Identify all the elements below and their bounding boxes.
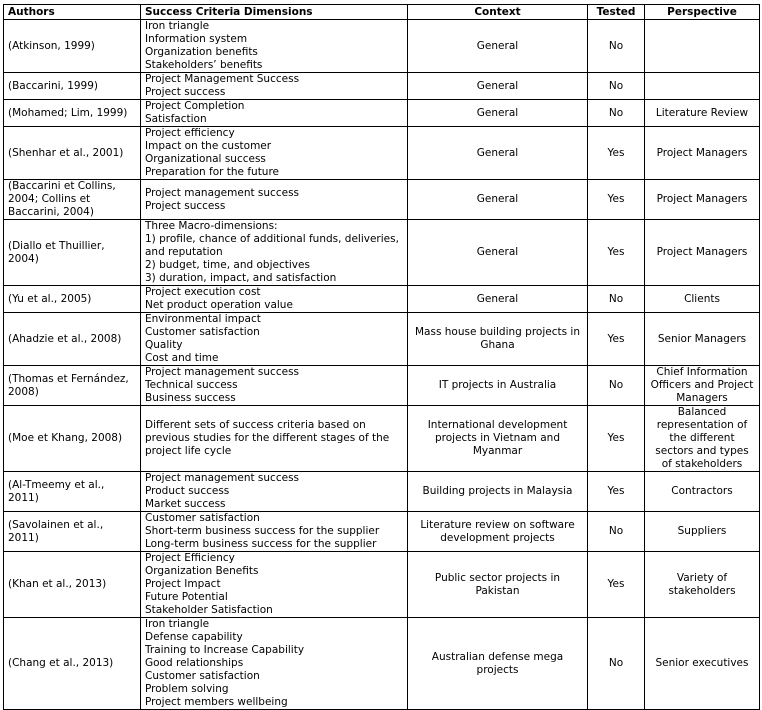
perspective-cell: Project Managers (645, 127, 760, 180)
header-context: Context (408, 5, 588, 20)
authors-cell: (Khan et al., 2013) (4, 552, 141, 618)
authors-cell: (Mohamed; Lim, 1999) (4, 100, 141, 127)
authors-cell: (Atkinson, 1999) (4, 20, 141, 73)
perspective-cell: Balanced representation of the different sectors and types of stakeholders (645, 406, 760, 472)
criterion-item: Stakeholder Satisfaction (145, 604, 273, 616)
criteria-cell (141, 73, 408, 100)
criterion-item: Future Potential (145, 591, 228, 603)
perspective-cell: Clients (645, 286, 760, 313)
perspective-cell: Senior Managers (645, 313, 760, 366)
criterion-item: Environmental impact (145, 313, 261, 325)
context-cell: IT projects in Australia (408, 366, 588, 406)
criterion-item: Stakeholders’ benefits (145, 59, 263, 71)
criterion-item: Organization Benefits (145, 565, 259, 577)
criterion-item: Project management success (145, 472, 300, 484)
context-cell: General (408, 180, 588, 220)
criterion-item: Three Macro-dimensions: (145, 220, 278, 232)
perspective-cell: Senior executives (645, 618, 760, 710)
criteria-cell (141, 618, 408, 710)
criterion-item: Project management success (145, 366, 300, 378)
authors-cell: (Baccarini, 1999) (4, 73, 141, 100)
criterion-item: and reputation (145, 246, 223, 258)
criterion-item: Product success (145, 485, 230, 497)
literature-review-table (3, 4, 760, 710)
criterion-item: Project Management Success (145, 73, 300, 85)
perspective-cell (645, 73, 760, 100)
tested-cell: Yes (588, 406, 645, 472)
table-row (4, 286, 760, 313)
criteria-cell (141, 127, 408, 180)
header-perspective: Perspective (645, 5, 760, 20)
tested-cell: Yes (588, 127, 645, 180)
context-cell: General (408, 100, 588, 127)
criterion-item: Good relationships (145, 657, 244, 669)
criterion-item: Project success (145, 86, 226, 98)
criterion-item: Business success (145, 392, 236, 404)
criterion-item: Customer satisfaction (145, 326, 260, 338)
header-criteria: Success Criteria Dimensions (141, 5, 408, 20)
context-cell: Building projects in Malaysia (408, 472, 588, 512)
perspective-cell: Variety of stakeholders (645, 552, 760, 618)
criterion-item: Quality (145, 339, 183, 351)
context-cell: General (408, 20, 588, 73)
context-cell: Mass house building projects in Ghana (408, 313, 588, 366)
table-row (4, 552, 760, 618)
table-row (4, 220, 760, 286)
criterion-item: project life cycle (145, 445, 232, 457)
table-row (4, 512, 760, 552)
criteria-cell (141, 220, 408, 286)
perspective-cell: Contractors (645, 472, 760, 512)
header-authors: Authors (4, 5, 141, 20)
criterion-item: Information system (145, 33, 248, 45)
criterion-item: Project Impact (145, 578, 221, 590)
criterion-item: Iron triangle (145, 618, 210, 630)
criterion-item: Long-term business success for the supplier (145, 538, 377, 550)
authors-cell: (Moe et Khang, 2008) (4, 406, 141, 472)
tested-cell: No (588, 366, 645, 406)
header-row (4, 5, 760, 20)
authors-cell: (Chang et al., 2013) (4, 618, 141, 710)
header-tested: Tested (588, 5, 645, 20)
criteria-cell (141, 313, 408, 366)
tested-cell: No (588, 618, 645, 710)
authors-cell: (Savolainen et al., 2011) (4, 512, 141, 552)
criterion-item: Customer satisfaction (145, 512, 260, 524)
perspective-cell: Project Managers (645, 180, 760, 220)
criterion-item: Organizational success (145, 153, 266, 165)
criterion-item: Project members wellbeing (145, 696, 288, 708)
table-row (4, 100, 760, 127)
tested-cell: No (588, 73, 645, 100)
table-row (4, 618, 760, 710)
criterion-item: Training to Increase Capability (145, 644, 305, 656)
authors-cell: (Diallo et Thuillier, 2004) (4, 220, 141, 286)
criteria-cell (141, 472, 408, 512)
criteria-cell (141, 286, 408, 313)
authors-cell: (Shenhar et al., 2001) (4, 127, 141, 180)
criterion-item: Project efficiency (145, 127, 235, 139)
context-cell: Australian defense mega projects (408, 618, 588, 710)
criteria-cell (141, 180, 408, 220)
context-cell: General (408, 220, 588, 286)
criterion-item: Different sets of success criteria based on (145, 419, 366, 431)
criteria-cell (141, 366, 408, 406)
criteria-cell (141, 406, 408, 472)
tested-cell: No (588, 20, 645, 73)
authors-cell: (Thomas et Fernández, 2008) (4, 366, 141, 406)
perspective-cell (645, 20, 760, 73)
table-row (4, 127, 760, 180)
tested-cell: Yes (588, 180, 645, 220)
criterion-item: Net product operation value (145, 299, 293, 311)
tested-cell: Yes (588, 220, 645, 286)
criterion-item: Short-term business success for the supplier (145, 525, 380, 537)
context-cell: General (408, 286, 588, 313)
criterion-item: Impact on the customer (145, 140, 272, 152)
perspective-cell: Chief Information Officers and Project Managers (645, 366, 760, 406)
context-cell: General (408, 127, 588, 180)
authors-cell: (Al-Tmeemy et al., 2011) (4, 472, 141, 512)
criterion-item: Technical success (145, 379, 238, 391)
context-cell: Public sector projects in Pakistan (408, 552, 588, 618)
criterion-item: Project success (145, 199, 226, 212)
context-cell: General (408, 73, 588, 100)
context-cell: International development projects in Vietnam and Myanmar (408, 406, 588, 472)
perspective-cell: Suppliers (645, 512, 760, 552)
tested-cell: Yes (588, 313, 645, 366)
criterion-item: Project Completion (145, 100, 245, 112)
table-row (4, 313, 760, 366)
criterion-item: Iron triangle (145, 20, 210, 32)
criteria-cell (141, 100, 408, 127)
tested-cell: No (588, 286, 645, 313)
table-row (4, 73, 760, 100)
criterion-item: Problem solving (145, 683, 229, 695)
perspective-cell: Literature Review (645, 100, 760, 127)
criteria-cell (141, 20, 408, 73)
criteria-cell (141, 552, 408, 618)
criterion-item: Project Efficiency (145, 552, 235, 564)
criterion-item: previous studies for the different stages of the (145, 432, 390, 444)
criterion-item: Project management success (145, 186, 300, 199)
criterion-item: Organization benefits (145, 46, 258, 58)
tested-cell: Yes (588, 552, 645, 618)
criteria-cell (141, 512, 408, 552)
tested-cell: No (588, 100, 645, 127)
table-row (4, 20, 760, 73)
criterion-item: 2) budget, time, and objectives (145, 259, 310, 271)
perspective-cell: Project Managers (645, 220, 760, 286)
criterion-item: Defense capability (145, 631, 243, 643)
table-row (4, 366, 760, 406)
authors-cell: (Yu et al., 2005) (4, 286, 141, 313)
criterion-item: Project execution cost (145, 286, 261, 298)
criterion-item: 1) profile, chance of additional funds, deliveries, (145, 233, 399, 245)
authors-cell: (Ahadzie et al., 2008) (4, 313, 141, 366)
tested-cell: No (588, 512, 645, 552)
table-row (4, 406, 760, 472)
context-cell: Literature review on software development projects (408, 512, 588, 552)
table-row (4, 180, 760, 220)
criterion-item: Satisfaction (145, 113, 207, 125)
criterion-item: Customer satisfaction (145, 670, 260, 682)
authors-cell: (Baccarini et Collins, 2004; Collins et Baccarini, 2004) (4, 180, 141, 220)
table-body (4, 20, 760, 710)
tested-cell: Yes (588, 472, 645, 512)
criterion-item: Market success (145, 498, 226, 510)
table-row (4, 472, 760, 512)
criterion-item: Cost and time (145, 352, 219, 364)
criterion-item: Preparation for the future (145, 166, 280, 178)
criterion-item: 3) duration, impact, and satisfaction (145, 272, 337, 284)
